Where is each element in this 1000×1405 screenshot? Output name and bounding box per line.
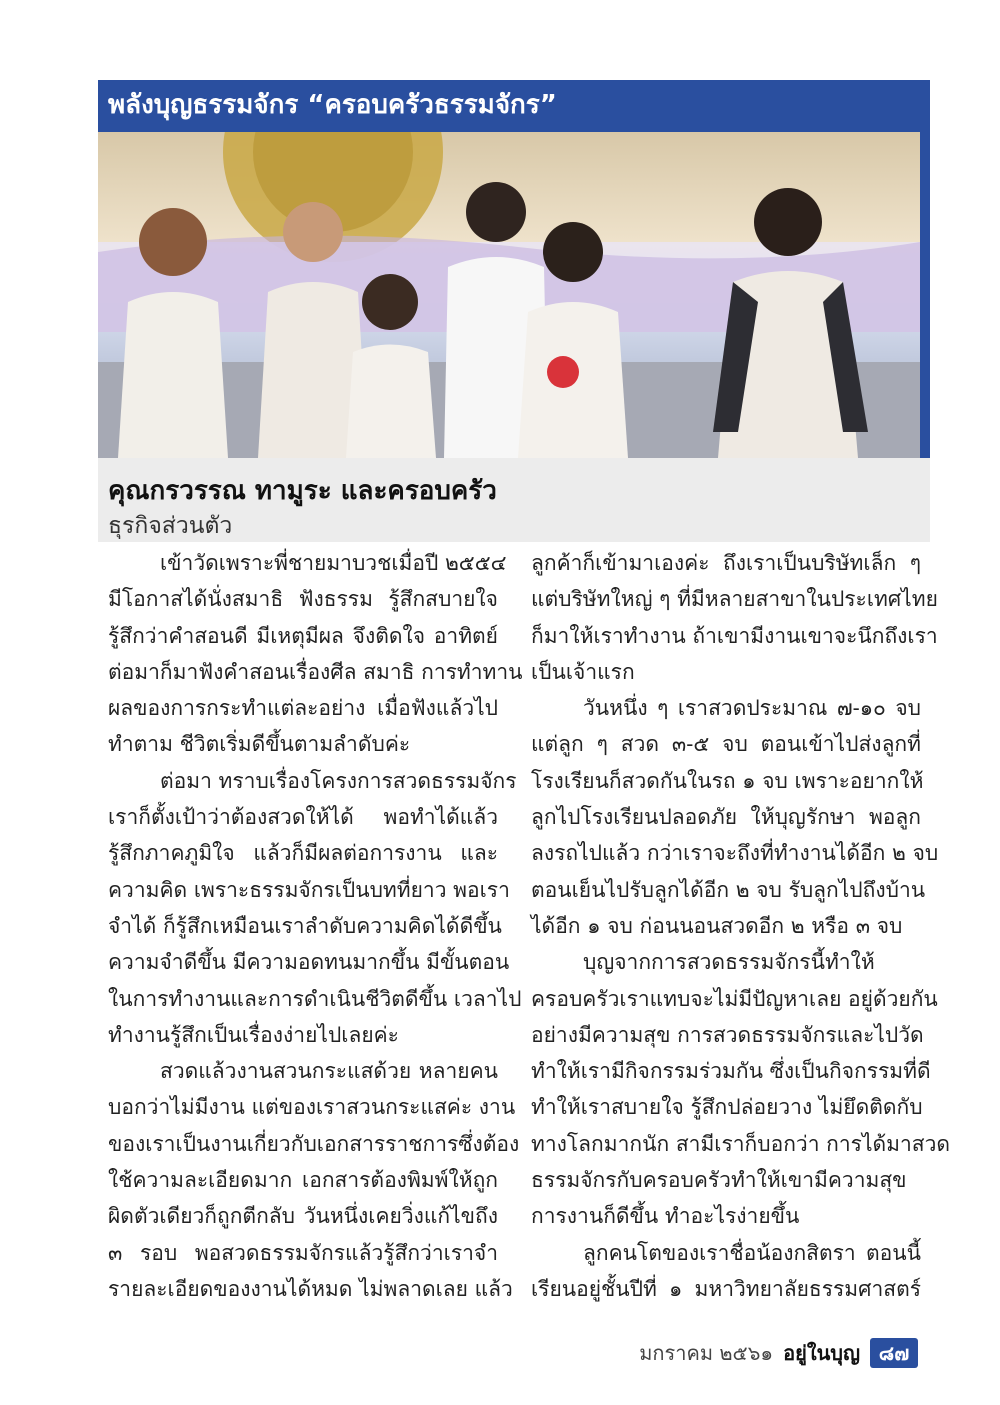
text-line: ก็มาให้เราทำงาน ถ้าเขามีงานเขาจะนึกถึงเรา (531, 623, 938, 648)
text-line: รายละเอียดของงานได้หมด ไม่พลาดเลย แล้ว (108, 1276, 513, 1301)
text-line: ทำงานรู้สึกเป็นเรื่องง่ายไปเลยค่ะ (108, 1022, 399, 1047)
text-line: เข้าวัดเพราะพี่ชายมาบวชเมื่อปี ๒๕๕๔ (160, 551, 507, 575)
text-line: ลูกค้าก็เข้ามาเองค่ะ ถึงเราเป็นบริษัทเล็ก ๆ (531, 551, 921, 575)
text-line: การงานก็ดีขึ้น ทำอะไรง่ายขึ้น (531, 1204, 800, 1229)
text-line: วันหนึ่ง ๆ เราสวดประมาณ ๗-๑๐ จบ (583, 696, 921, 721)
text-line: โรงเรียนก็สวดกันในรถ ๑ จบ เพราะอยากให้ (531, 768, 924, 793)
text-line: ครอบครัวเราแทบจะไม่มีปัญหาเลย อยู่ด้วยกัน (531, 986, 938, 1011)
caption-name: คุณกรวรรณ ทามูระ และครอบครัว (108, 476, 497, 506)
text-line: ความคิด เพราะธรรมจักรเป็นบทที่ยาว พอเรา (108, 877, 510, 902)
left-column (108, 545, 523, 1307)
text-line: ใช้ความละเอียดมาก เอกสารต้องพิมพ์ให้ถูก (108, 1168, 498, 1193)
text-line: ผิดตัวเดียวก็ถูกตีกลับ วันหนึ่งเคยวิ่งแก้ไขถึง (108, 1204, 498, 1229)
text-line: ในการทำงานและการดำเนินชีวิตดีขึ้น เวลาไป (108, 986, 522, 1011)
text-line: เราก็ตั้งเป้าว่าต้องสวดให้ได้ พอทำได้แล้ว (108, 805, 498, 830)
text-line: ๓ รอบ พอสวดธรรมจักรแล้วรู้สึกว่าเราจำ (108, 1240, 498, 1265)
text-line: ได้อีก ๑ จบ ก่อนนอนสวดอีก ๒ หรือ ๓ จบ (531, 913, 903, 938)
magazine-name: อยู่ในบุญ (783, 1341, 860, 1365)
text-line: แต่บริษัทใหญ่ ๆ ที่มีหลายสาขาในประเทศไทย (531, 587, 938, 612)
text-line: ผลของการกระทำแต่ละอย่าง เมื่อฟังแล้วไป (108, 696, 498, 721)
text-line: ลูกคนโตของเราชื่อน้องกสิตรา ตอนนี้ (583, 1240, 921, 1265)
text-line: รู้สึกภาคภูมิใจ แล้วก็มีผลต่อการงาน และ (108, 841, 498, 866)
text-line: ธรรมจักรกับครอบครัวทำให้เขามีความสุข (531, 1168, 907, 1193)
text-line: ตอนเย็นไปรับลูกได้อีก ๒ จบ รับลูกไปถึงบ้าน (531, 877, 926, 902)
text-line: สวดแล้วงานสวนกระแสด้วย หลายคน (160, 1059, 498, 1084)
article-title: พลังบุญธรรมจักร “ครอบครัวธรรมจักร” (108, 90, 557, 120)
text-line: เรียนอยู่ชั้นปีที่ ๑ มหาวิทยาลัยธรรมศาสตร์ (531, 1276, 921, 1301)
text-line: ทำให้เรามีกิจกรรมร่วมกัน ซึ่งเป็นกิจกรรมที่ดี (531, 1059, 931, 1084)
issue-date: มกราคม ๒๕๖๑ (639, 1341, 774, 1365)
caption-role: ธุรกิจส่วนตัว (108, 513, 233, 539)
article-header (98, 80, 930, 130)
text-line: ต่อมาก็มาฟังคำสอนเรื่องศีล สมาธิ การทำทาน (108, 659, 523, 684)
text-line: ทำให้เราสบายใจ รู้สึกปล่อยวาง ไม่ยึดติดกับ (531, 1095, 923, 1120)
text-line: ทางโลกมากนัก สามีเราก็บอกว่า การได้มาสวด (531, 1131, 951, 1156)
text-line: อย่างมีความสุข การสวดธรรมจักรและไปวัด (531, 1022, 924, 1047)
text-line: จำได้ ก็รู้สึกเหมือนเราลำดับความคิดได้ดีขึ้น (108, 913, 502, 938)
page-footer (639, 1338, 918, 1368)
right-column (531, 545, 951, 1307)
text-line: มีโอกาสได้นั่งสมาธิ ฟังธรรม รู้สึกสบายใจ (108, 587, 498, 612)
text-line: รู้สึกว่าคำสอนดี มีเหตุมีผล จึงติดใจ อาทิตย์ (108, 623, 498, 648)
text-line: ทำตาม ชีวิตเริ่มดีขึ้นตามลำดับค่ะ (108, 732, 411, 757)
text-line: บุญจากการสวดธรรมจักรนี้ทำให้ (583, 950, 875, 975)
text-line: ต่อมา ทราบเรื่องโครงการสวดธรรมจักร (160, 768, 517, 793)
photo-caption (98, 458, 930, 542)
text-line: แต่ลูก ๆ สวด ๓-๕ จบ ตอนเข้าไปส่งลูกที่ (531, 732, 921, 757)
text-line: ลูกไปโรงเรียนปลอดภัย ให้บุญรักษา พอลูก (531, 805, 921, 830)
text-line: ของเราเป็นงานเกี่ยวกับเอกสารราชการซึ่งต้อง (108, 1131, 520, 1156)
page-number: ๘๗ (870, 1338, 918, 1368)
text-line: ลงรถไปแล้ว กว่าเราจะถึงที่ทำงานได้อีก ๒ จบ (531, 841, 939, 866)
text-line: ความจำดีขึ้น มีความอดทนมากขึ้น มีขั้นตอน (108, 950, 510, 975)
text-line: บอกว่าไม่มีงาน แต่ของเราสวนกระแสค่ะ งาน (108, 1095, 516, 1120)
family-photo-icon (98, 132, 920, 458)
photo-frame (98, 130, 930, 458)
text-line: เป็นเจ้าแรก (531, 659, 635, 684)
